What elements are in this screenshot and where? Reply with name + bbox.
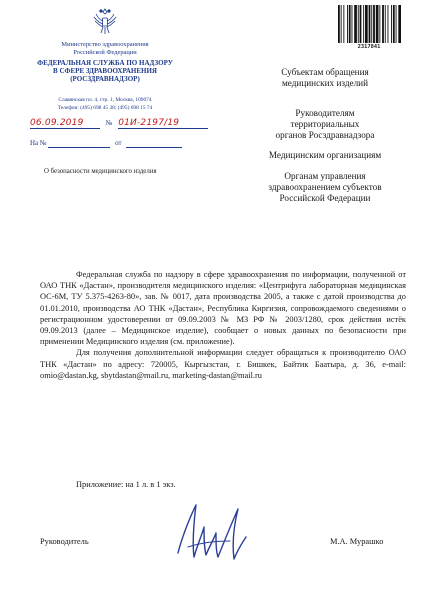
barcode-bar [382, 5, 384, 43]
date-number-line [30, 118, 208, 129]
barcode-bar [373, 5, 375, 43]
barcode-number: 2317841 [357, 44, 381, 50]
barcode-bar [365, 5, 368, 43]
barcode-bar [376, 5, 379, 43]
agency-line: ФЕДЕРАЛЬНАЯ СЛУЖБА ПО НАДЗОРУ [37, 59, 173, 67]
agency-name [24, 59, 186, 84]
letter-date: 06.09.2019 [30, 118, 100, 129]
ref-label: На № [30, 139, 47, 147]
barcode-bar [349, 5, 351, 43]
addressee-line: медицинских изделий [281, 78, 368, 88]
addressee-2 [245, 108, 405, 141]
agency-line: (РОСЗДРАВНАДЗОР) [70, 75, 140, 84]
address-line: Славянская пл. 4, стр. 1, Москва, 109074 [58, 97, 152, 103]
barcode-bar [343, 5, 344, 43]
ref-from-label: от [115, 139, 122, 147]
addressee-line: здравоохранением субъектов [268, 182, 382, 192]
addressee-line: Органам управления [284, 171, 366, 181]
barcode-bar [388, 5, 389, 43]
barcode-bar [379, 5, 380, 43]
addressee-line: органов Росздравнадзора [275, 130, 375, 140]
address-line: Телефон: (495) 698 45 38; (495) 698 15 74 [57, 104, 153, 111]
addressee-1 [245, 67, 405, 89]
signatory-name: М.А. Мурашко [330, 537, 384, 546]
barcode-bar [363, 5, 364, 43]
ref-number-blank [48, 139, 110, 148]
barcode-bar [393, 5, 395, 43]
barcode-bar [352, 5, 353, 43]
addressee-line: территориальных [290, 119, 360, 129]
ref-date-blank [126, 139, 182, 148]
letter-number: 01И-2197/19 [118, 118, 208, 129]
barcode-bar [371, 5, 372, 43]
barcode-bar [358, 5, 359, 43]
agency-line: В СФЕРЕ ЗДРАВООХРАНЕНИЯ [53, 67, 157, 76]
letter-body [40, 269, 406, 381]
letter-subject: О безопасности медицинского изделия [44, 168, 157, 175]
barcode-bar [391, 5, 392, 43]
coat-of-arms-emblem [92, 6, 118, 36]
reference-line [30, 139, 182, 148]
ministry-line: Российской Федерации [73, 49, 137, 56]
handwritten-signature [160, 497, 270, 569]
ministry-line: Министерство здравоохранения [61, 41, 149, 48]
barcode-bar [369, 5, 371, 43]
barcode-bar [398, 5, 401, 43]
addressee-line: Субъектам обращения [281, 67, 369, 77]
addressee-line: Медицинским организациям [268, 150, 382, 160]
addressee-4 [245, 171, 405, 204]
addressee-line: Руководителям [295, 108, 355, 118]
body-paragraph-2: Для получения дополнительной информации следует обращаться к производителю ОАО ТНК «Дастан» по адресу: 720005, Кыргызстан, г. Бишкек, Байтик Баатыра, д. 36, e-mail: omio@dastan.kg, sbytdastan@mail.ru, marketing-dastan@mail.ru [40, 348, 406, 380]
barcode-bar [354, 5, 357, 43]
ministry-name [30, 41, 180, 57]
addressee-3 [245, 150, 405, 161]
agency-address [24, 97, 186, 112]
body-paragraph-1: Федеральная служба по надзору в сфере здравоохранения по информации, полученной от ОАО ТНК «Дастан», производителя медицинского изделия: «Центрифуга лабораторная медицинская ОС-6М, ТУ 5.375-4263-80», зав. № 0017, дата производства 2005, а также с датой производства до 01.01.2010, производства АО ТНК «Дастан», Республика Киргизия, сопровождаемого сведениями о регистрационном удостоверении от 09.09.2003 № МЗ РФ № 2003/1280, срок действия истёк 09.09.2013 (далее – Медицинское изделие), сообщает о новых данных по безопасности при применении Медицинского изделия (см. приложение). [40, 270, 406, 347]
barcode-bar [385, 5, 386, 43]
addressee-line: Российской Федерации [279, 193, 371, 203]
barcode-bar [360, 5, 362, 43]
attachment-note: Приложение: на 1 л. в 1 экз. [76, 480, 176, 489]
barcode-bar [396, 5, 397, 43]
barcode-bar [341, 5, 342, 43]
barcode-bar [347, 5, 348, 43]
barcode-bar [338, 5, 340, 43]
barcode-image [337, 5, 401, 43]
number-label: № [105, 119, 113, 127]
signatory-title: Руководитель [40, 537, 89, 546]
